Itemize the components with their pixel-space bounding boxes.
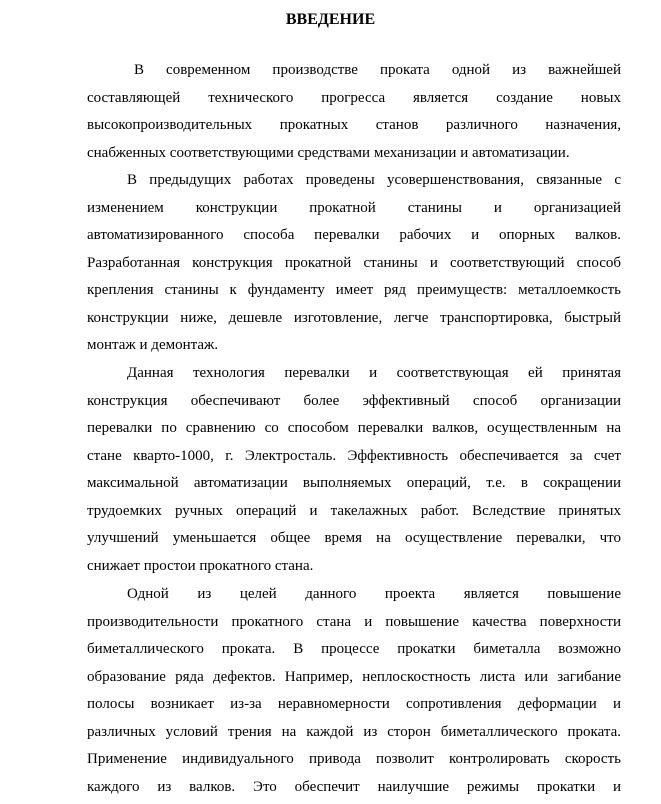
text-line: Разработанная конструкция прокатной станины и соответствующий способ: [87, 254, 621, 271]
text-line: полосы возникает из-за неравномерности сопротивления деформации и: [87, 696, 621, 712]
text-line: Применение индивидуального привода позволит контролировать скорость: [87, 751, 621, 767]
text-line: снижает простои прокатного стана.: [87, 557, 314, 574]
text-line: биметаллического проката. В процессе прокатки биметалла возможно: [87, 641, 621, 657]
text-line: автоматизированного способа перевалки рабочих и опорных валков.: [87, 227, 621, 243]
text-line: высокопроизводительных прокатных станов различного назначения,: [87, 117, 621, 133]
paragraph-3: [87, 360, 621, 580]
text-line: стане кварто-1000, г. Электросталь. Эффективность обеспечивается за счет: [87, 447, 621, 464]
text-line: производительности прокатного стана и повышение качества поверхности: [87, 613, 621, 630]
text-line: составляющей технического прогресса является создание новых: [87, 89, 621, 106]
text-line: максимальной автоматизации выполняемых операций, т.е. в сокращении: [87, 475, 621, 491]
text-line: каждого из валков. Это обеспечит наилучшие режимы прокатки и: [87, 778, 621, 795]
text-line: крепления станины к фундаменту имеет ряд преимуществ: металлоемкость: [87, 282, 621, 298]
paragraph-1: [87, 57, 621, 167]
text-line: конструкции ниже, дешевле изготовление, легче транспортировка, быстрый: [87, 309, 621, 326]
text-line: снабженных соответствующими средствами механизации и автоматизации.: [87, 144, 570, 161]
text-line: изменением конструкции прокатной станины и организацией: [87, 199, 621, 216]
paragraph-2: [87, 167, 621, 360]
text-line: Одной из целей данного проекта является повышение: [127, 586, 621, 602]
document-title: ВВЕДЕНИЕ: [285, 11, 376, 28]
paragraph-4: [87, 581, 621, 801]
text-line: монтаж и демонтаж.: [87, 337, 219, 353]
text-line: образование ряда дефектов. Например, неплоскостность листа или загибание: [87, 668, 621, 685]
text-line: улучшений уменьшается общее время на осуществление перевалки, что: [87, 530, 621, 546]
text-line: конструкция обеспечивают более эффективный способ организации: [87, 392, 621, 409]
text-line: трудоемких ручных операций и такелажных работ. Вследствие принятых: [87, 502, 621, 519]
text-line: различных условий трения на каждой из сторон биметаллического проката.: [87, 723, 621, 740]
text-line: В предыдущих работах проведены усовершенствования, связанные с: [127, 172, 621, 188]
text-line: перевалки по сравнению со способом перевалки валков, осуществленным на: [87, 420, 621, 436]
text-line: В современном производстве проката одной из важнейшей: [134, 62, 621, 78]
text-line: Данная технология перевалки и соответствующая ей принятая: [127, 365, 621, 381]
